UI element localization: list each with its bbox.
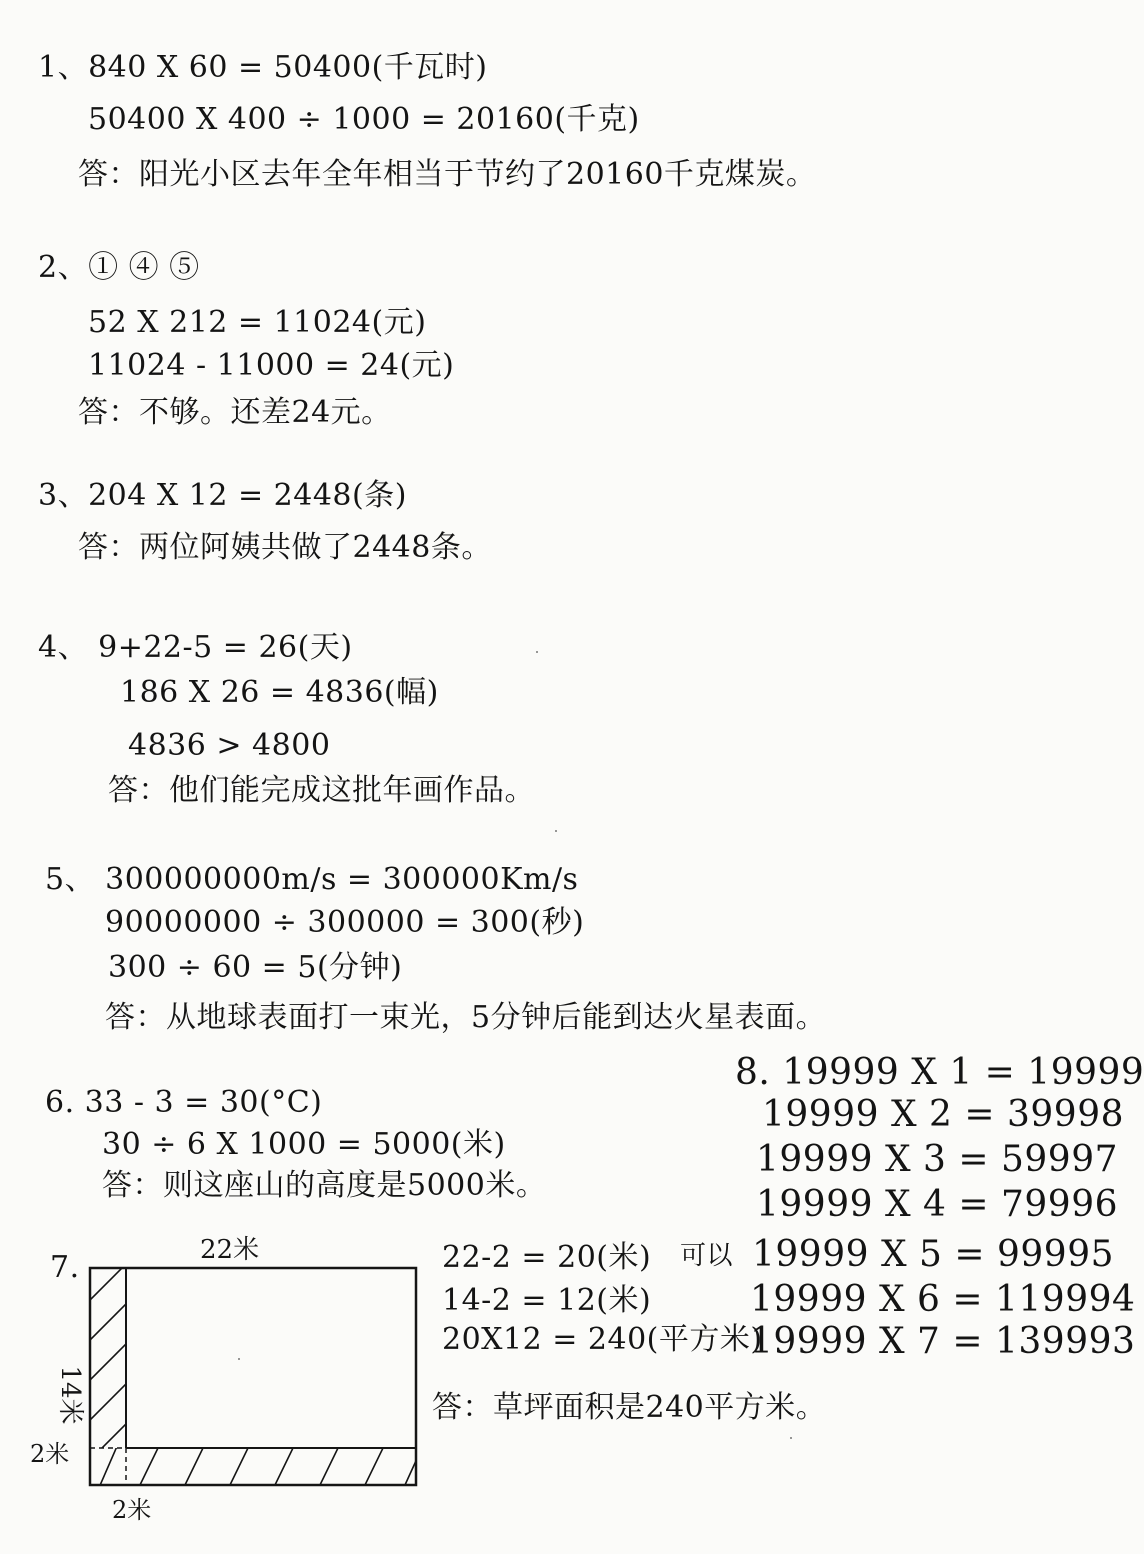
paper-speck: [790, 1437, 792, 1439]
paper-speck: [536, 651, 538, 653]
q3-answer: 答：两位阿姨共做了2448条。: [78, 530, 492, 565]
q6-answer: 答：则这座山的高度是5000米。: [102, 1168, 547, 1203]
left-path-hatching: [90, 1264, 126, 1460]
width-label: 22米: [200, 1235, 260, 1265]
outer-rectangle: [90, 1268, 416, 1485]
paper-speck: [238, 1358, 240, 1360]
bottom-path-hatching: [98, 1444, 420, 1490]
q4-line2: 186 X 26 = 4836(幅): [120, 675, 439, 710]
q7-number: 7.: [50, 1250, 80, 1285]
q5-line2: 90000000 ÷ 300000 = 300(秒): [105, 905, 585, 940]
q2-line2: 52 X 212 = 11024(元): [88, 305, 427, 340]
q8-line5: 19999 X 5 = 99995: [752, 1234, 1115, 1275]
paper-speck: [555, 830, 557, 832]
q4-line1: 4、 9+22-5 = 26(天): [38, 630, 353, 665]
q4-line3: 4836 > 4800: [128, 728, 331, 763]
q5-line3: 300 ÷ 60 = 5(分钟): [108, 950, 403, 985]
q8-line4: 19999 X 4 = 79996: [756, 1184, 1119, 1225]
q7-answer: 答：草坪面积是240平方米。: [432, 1390, 827, 1425]
q1-answer: 答：阳光小区去年全年相当于节约了20160千克煤炭。: [78, 157, 817, 192]
q5-answer: 答：从地球表面打一束光，5分钟后能到达火星表面。: [105, 1000, 827, 1035]
q5-line1: 5、 300000000m/s = 300000Km/s: [45, 862, 579, 897]
q7-line3: 20X12 = 240(平方米): [442, 1322, 763, 1357]
q8-line6: 19999 X 6 = 119994: [750, 1279, 1136, 1320]
q6-line1: 6. 33 - 3 = 30(°C): [45, 1085, 323, 1120]
q2-line3: 11024 - 11000 = 24(元): [88, 348, 455, 383]
bottom-path-width-label: 2米: [112, 1496, 152, 1524]
q3-line1: 3、204 X 12 = 2448(条): [38, 478, 407, 513]
q8-line2: 19999 X 2 = 39998: [762, 1094, 1125, 1135]
q7-line1: 22-2 = 20(米): [442, 1240, 652, 1275]
q8-line7: 19999 X 7 = 139993: [750, 1321, 1136, 1362]
q1-line1: 1、840 X 60 = 50400(千瓦时): [38, 50, 488, 85]
q2-line1: 2、① ④ ⑤: [38, 250, 200, 285]
q1-line2: 50400 X 400 ÷ 1000 = 20160(千克): [88, 102, 640, 137]
left-path-width-label: 2米: [30, 1440, 70, 1468]
height-label: 14米: [55, 1365, 85, 1425]
q8-line1: 8. 19999 X 1 = 19999: [735, 1052, 1144, 1093]
q6-line2: 30 ÷ 6 X 1000 = 5000(米): [102, 1127, 506, 1162]
q2-answer: 答：不够。还差24元。: [78, 395, 392, 430]
q7-line2: 14-2 = 12(米): [442, 1283, 652, 1318]
q8-prefix: 可以: [680, 1241, 734, 1271]
q8-line3: 19999 X 3 = 59997: [756, 1139, 1119, 1180]
q4-answer: 答：他们能完成这批年画作品。: [108, 773, 535, 808]
